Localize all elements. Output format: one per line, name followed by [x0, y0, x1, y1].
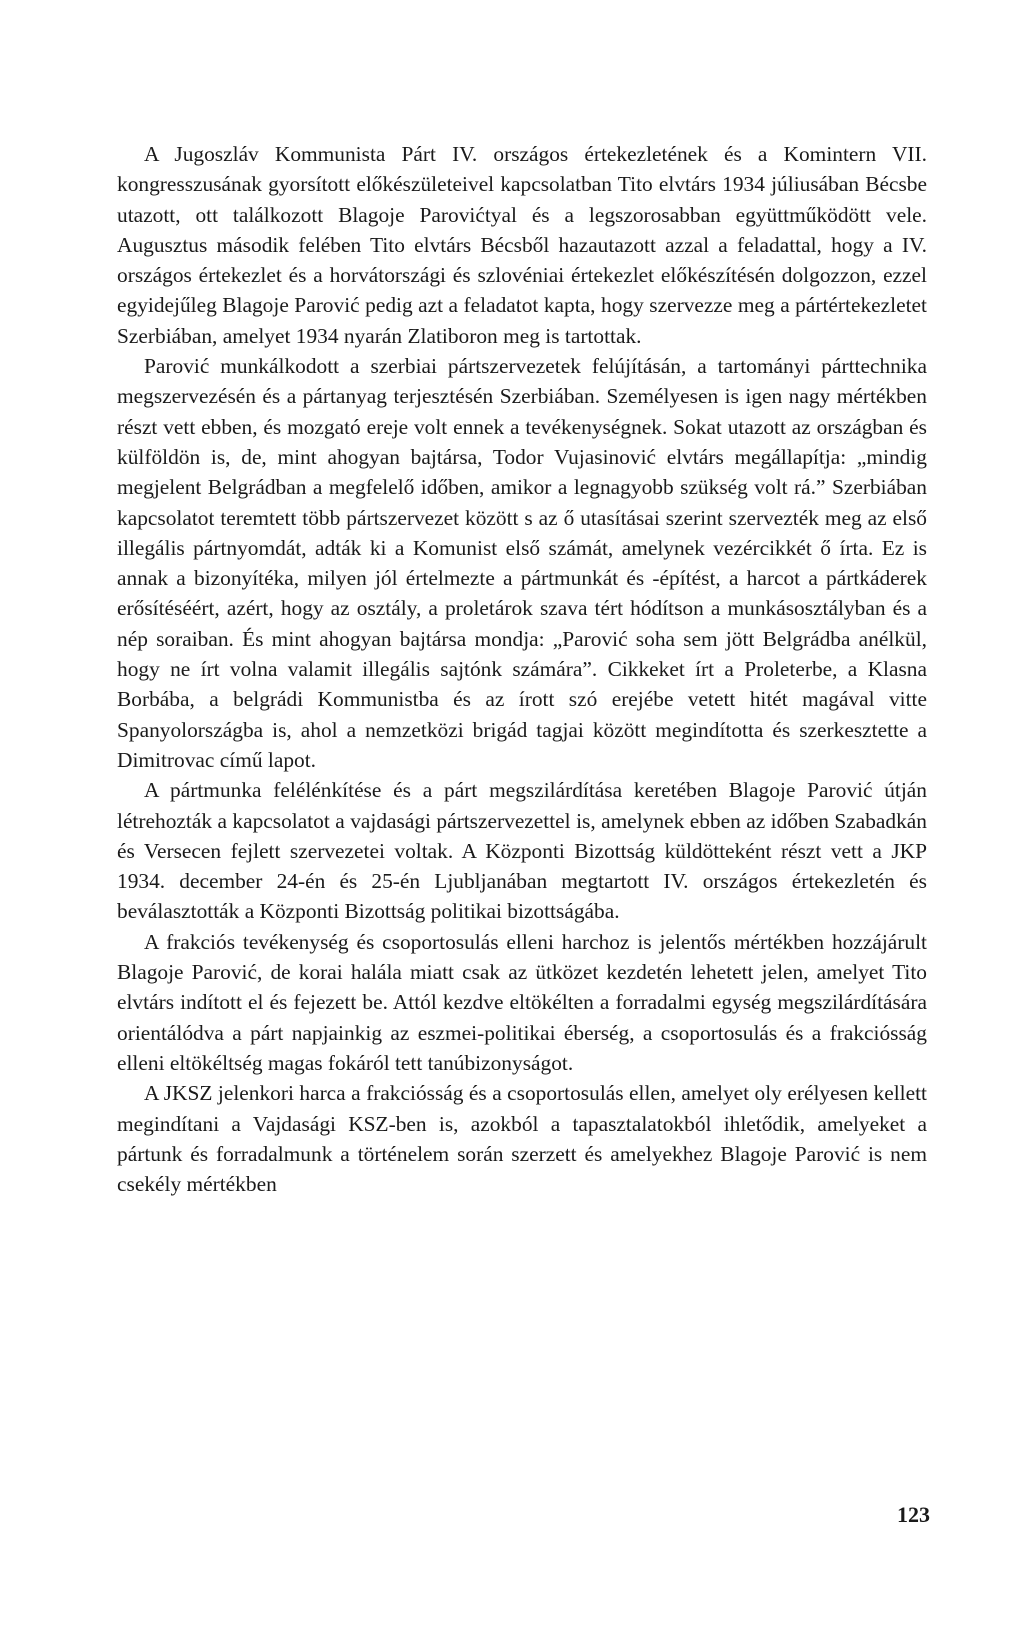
paragraph-2: Parović munkálkodott a szerbiai pártszervezetek felújításán, a tartományi párttechnika megszervezésén és a pártanyag terjesztésén Szerbiában. Személyesen is igen nagy mértékben részt vett ebben, és mozgató ereje volt ennek a tevékenységnek. Sokat utazott az országban és külföldön is, de, mint ahogyan bajtársa, Todor Vujasinović elvtárs megállapítja: „mindig megjelent Belgrádban a megfelelő időben, amikor a legnagyobb szükség volt rá.” Szerbiában kapcsolatot teremtett több pártszervezet között s az ő utasításai szerint szervezték meg az első illegális pártnyomdát, adták ki a Komunist első számát, amelynek vezércikkét ő írta. Ez is annak a bizonyítéka, milyen jól értelmezte a pártmunkát és -építést, a harcot a pártkáderek erősítéséért, azért, hogy az osztály, a proletárok szava tért hódítson a munkásosztályban és a nép soraiban. És mint ahogyan bajtársa mondja: „Parović soha sem jött Belgrádba anélkül, hogy ne írt volna valamit illegális sajtónk számára”. Cikkeket írt a Proleterbe, a Klasna Borbába, a belgrádi Kommunistba és az írott szó erejébe vetett hitét magával vitte Spanyolországba is, ahol a nemzetközi brigád tagjai között megindította és szerkesztette a Dimitrovac című lapot.: [117, 354, 927, 772]
paragraph-5: A JKSZ jelenkori harca a frakciósság és a csoportosulás ellen, amelyet oly erélyesen kellett megindítani a Vajdasági KSZ-ben is, azokból a tapasztalatokból ihletődik, amelyeket a pártunk és forradalmunk a történelem során szerzett és amelyekhez Blagoje Parović is nem csekély mértékben: [117, 1081, 927, 1197]
page-number: 123: [897, 1502, 930, 1527]
paragraph-4: A frakciós tevékenység és csoportosulás elleni harchoz is jelentős mértékben hozzájárult Blagoje Parović, de korai halála miatt csak az ütközet kezdetén lehetett jelen, amelyet Tito elvtárs indított el és fejezett be. Attól kezdve eltökélten a forradalmi egység megszilárdítására orientálódva a párt napjainkig az eszmei-politikai éberség, a csoportosulás és a frakciósság elleni eltökéltség magas fokáról tett tanúbizonyságot.: [117, 929, 927, 1075]
paragraph-3: A pártmunka felélénkítése és a párt megszilárdítása keretében Blagoje Parović útján létrehozták a kapcsolatot a vajdasági pártszervezettel is, amelynek ebben az időben Szabadkán és Versecen fejlett szervezetei voltak. A Központi Bizottság küldötteként részt vett a JKP 1934. december 24-én és 25-én Ljubljanában megtartott IV. országos értekezletén és beválasztották a Központi Bizottság politikai bizottságába.: [117, 778, 927, 924]
page-body: [117, 139, 927, 1199]
paragraph-1: A Jugoszláv Kommunista Párt IV. országos értekezletének és a Komintern VII. kongresszusának gyorsított előkészületeivel kapcsolatban Tito elvtárs 1934 júliusában Bécsbe utazott, ott találkozott Blagoje Parovićtyal és a legszorosabban együttműködött vele. Augusztus második felében Tito elvtárs Bécsből hazautazott azzal a feladattal, hogy a IV. országos értekezlet és a horvátországi és szlovéniai értekezlet előkészítésén dolgozzon, ezzel egyidejűleg Blagoje Parović pedig azt a feladatot kapta, hogy szervezze meg a pártértekezletet Szerbiában, amelyet 1934 nyarán Zlatiboron meg is tartottak.: [117, 142, 927, 348]
